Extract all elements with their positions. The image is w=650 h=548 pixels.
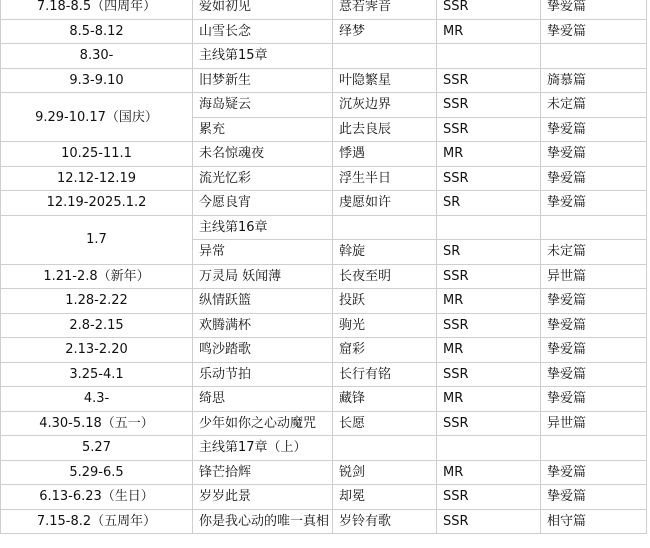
chapter-cell <box>541 215 647 240</box>
date-cell: 6.13-6.23（生日） <box>1 485 193 510</box>
card-name-cell: 此去良辰 <box>333 117 437 142</box>
date-cell: 2.8-2.15 <box>1 313 193 338</box>
rarity-cell: MR <box>437 19 541 44</box>
event-name-cell: 主线第15章 <box>193 44 333 69</box>
date-cell: 8.5-8.12 <box>1 19 193 44</box>
date-cell: 7.15-8.2（五周年） <box>1 509 193 534</box>
date-cell: 12.12-12.19 <box>1 166 193 191</box>
chapter-cell: 挚爱篇 <box>541 191 647 216</box>
rarity-cell: SR <box>437 240 541 265</box>
table-row <box>1 313 647 338</box>
card-name-cell: 斡旋 <box>333 240 437 265</box>
chapter-cell <box>541 436 647 461</box>
card-name-cell: 长行有铭 <box>333 362 437 387</box>
event-name-cell: 爱如初见 <box>193 0 333 19</box>
card-name-cell: 驹光 <box>333 313 437 338</box>
card-name-cell: 沉灰边界 <box>333 93 437 118</box>
card-name-cell <box>333 436 437 461</box>
chapter-cell: 异世篇 <box>541 264 647 289</box>
event-name-cell: 岁岁此景 <box>193 485 333 510</box>
table-row <box>1 387 647 412</box>
date-cell: 1.7 <box>1 215 193 264</box>
table-row <box>1 93 647 118</box>
rarity-cell <box>437 44 541 69</box>
table-row <box>1 289 647 314</box>
event-name-cell: 鸣沙踏歌 <box>193 338 333 363</box>
table-row <box>1 166 647 191</box>
table-row <box>1 436 647 461</box>
rarity-cell: SSR <box>437 68 541 93</box>
event-name-cell: 流光忆彩 <box>193 166 333 191</box>
card-name-cell: 窟彩 <box>333 338 437 363</box>
table-row <box>1 264 647 289</box>
date-cell: 5.29-6.5 <box>1 460 193 485</box>
card-name-cell: 绎梦 <box>333 19 437 44</box>
date-cell: 10.25-11.1 <box>1 142 193 167</box>
event-name-cell: 海岛疑云 <box>193 93 333 118</box>
rarity-cell: MR <box>437 387 541 412</box>
table-row <box>1 0 647 19</box>
table-row <box>1 509 647 534</box>
event-name-cell: 欢腾满杯 <box>193 313 333 338</box>
rarity-cell <box>437 436 541 461</box>
rarity-cell: MR <box>437 460 541 485</box>
chapter-cell: 挚爱篇 <box>541 313 647 338</box>
table-row <box>1 142 647 167</box>
table-row <box>1 215 647 240</box>
rarity-cell: SSR <box>437 362 541 387</box>
chapter-cell: 未定篇 <box>541 240 647 265</box>
chapter-cell: 相守篇 <box>541 509 647 534</box>
date-cell: 9.29-10.17（国庆） <box>1 93 193 142</box>
event-name-cell: 旧梦新生 <box>193 68 333 93</box>
event-name-cell: 乐动节拍 <box>193 362 333 387</box>
rarity-cell: MR <box>437 142 541 167</box>
table-row <box>1 485 647 510</box>
chapter-cell: 异世篇 <box>541 411 647 436</box>
date-cell: 7.18-8.5（四周年） <box>1 0 193 19</box>
table-row <box>1 68 647 93</box>
event-name-cell: 主线第17章（上） <box>193 436 333 461</box>
rarity-cell: SR <box>437 191 541 216</box>
table-row <box>1 44 647 69</box>
chapter-cell: 挚爱篇 <box>541 0 647 19</box>
rarity-cell: SSR <box>437 117 541 142</box>
rarity-cell: SSR <box>437 313 541 338</box>
event-name-cell: 绮思 <box>193 387 333 412</box>
event-name-cell: 主线第16章 <box>193 215 333 240</box>
date-cell: 1.28-2.22 <box>1 289 193 314</box>
chapter-cell: 挚爱篇 <box>541 117 647 142</box>
date-cell: 5.27 <box>1 436 193 461</box>
event-name-cell: 少年如你之心动魔咒 <box>193 411 333 436</box>
card-name-cell: 藏锋 <box>333 387 437 412</box>
event-name-cell: 未名惊魂夜 <box>193 142 333 167</box>
card-name-cell <box>333 215 437 240</box>
rarity-cell <box>437 215 541 240</box>
card-name-cell: 浮生半日 <box>333 166 437 191</box>
chapter-cell: 挚爱篇 <box>541 387 647 412</box>
event-name-cell: 异常 <box>193 240 333 265</box>
card-name-cell: 意若霁音 <box>333 0 437 19</box>
chapter-cell: 挚爱篇 <box>541 362 647 387</box>
chapter-cell: 挚爱篇 <box>541 19 647 44</box>
table-row <box>1 411 647 436</box>
event-name-cell: 今愿良宵 <box>193 191 333 216</box>
rarity-cell: SSR <box>437 509 541 534</box>
event-name-cell: 锋芒拾辉 <box>193 460 333 485</box>
table-row <box>1 362 647 387</box>
card-name-cell: 却冕 <box>333 485 437 510</box>
rarity-cell: SSR <box>437 0 541 19</box>
chapter-cell: 挚爱篇 <box>541 166 647 191</box>
event-name-cell: 山雪长念 <box>193 19 333 44</box>
card-name-cell: 投跃 <box>333 289 437 314</box>
date-cell: 2.13-2.20 <box>1 338 193 363</box>
table-row <box>1 19 647 44</box>
event-name-cell: 纵情跃篮 <box>193 289 333 314</box>
rarity-cell: SSR <box>437 485 541 510</box>
date-cell: 9.3-9.10 <box>1 68 193 93</box>
card-name-cell: 长愿 <box>333 411 437 436</box>
event-name-cell: 万灵局 妖闻薄 <box>193 264 333 289</box>
table-row <box>1 338 647 363</box>
card-name-cell: 叶隐繁星 <box>333 68 437 93</box>
chapter-cell: 未定篇 <box>541 93 647 118</box>
card-name-cell: 悸遇 <box>333 142 437 167</box>
date-cell: 3.25-4.1 <box>1 362 193 387</box>
chapter-cell: 挚爱篇 <box>541 338 647 363</box>
table-row <box>1 460 647 485</box>
rarity-cell: MR <box>437 289 541 314</box>
date-cell: 1.21-2.8（新年） <box>1 264 193 289</box>
card-name-cell: 长夜至明 <box>333 264 437 289</box>
card-name-cell: 锐剑 <box>333 460 437 485</box>
rarity-cell: SSR <box>437 166 541 191</box>
card-name-cell: 岁铃有歌 <box>333 509 437 534</box>
date-cell: 4.3- <box>1 387 193 412</box>
chapter-cell: 挚爱篇 <box>541 142 647 167</box>
date-cell: 4.30-5.18（五一） <box>1 411 193 436</box>
chapter-cell: 挚爱篇 <box>541 485 647 510</box>
chapter-cell: 旖慕篇 <box>541 68 647 93</box>
card-name-cell: 虔愿如许 <box>333 191 437 216</box>
rarity-cell: SSR <box>437 411 541 436</box>
card-name-cell <box>333 44 437 69</box>
table-row <box>1 191 647 216</box>
event-name-cell: 累充 <box>193 117 333 142</box>
event-name-cell: 你是我心动的唯一真相 <box>193 509 333 534</box>
chapter-cell <box>541 44 647 69</box>
date-cell: 8.30- <box>1 44 193 69</box>
chapter-cell: 挚爱篇 <box>541 460 647 485</box>
chapter-cell: 挚爱篇 <box>541 289 647 314</box>
date-cell: 12.19-2025.1.2 <box>1 191 193 216</box>
rarity-cell: MR <box>437 338 541 363</box>
rarity-cell: SSR <box>437 93 541 118</box>
rarity-cell: SSR <box>437 264 541 289</box>
